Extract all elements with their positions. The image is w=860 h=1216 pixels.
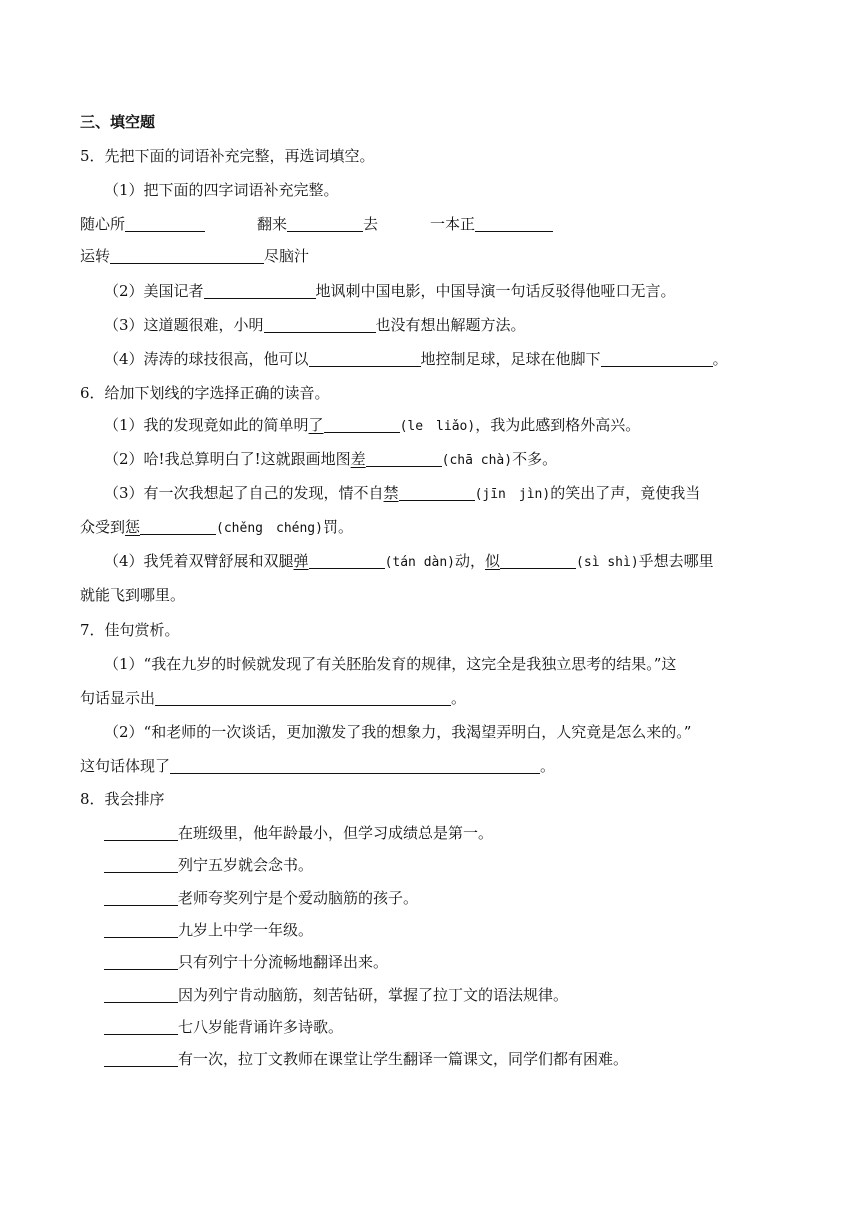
q5-p4-text-c: 。 [712,350,728,368]
q8-order-blank[interactable] [104,1018,178,1035]
q5-word4a: 运转 [80,247,111,265]
q5-blank-p4a[interactable] [309,350,421,367]
q5-word4b: 尽脑汁 [264,247,310,265]
q6-p3-underlined-char-2: 惩 [125,518,141,536]
q5-word3: 一本正 [430,215,476,233]
q5-word2a: 翻来 [257,215,288,233]
q8-sort-item [104,1017,343,1037]
q7-blank-p2[interactable] [170,757,540,774]
q8-sort-item [104,855,313,875]
q5-word1: 随心所 [80,215,126,233]
q6-p3-underlined-char: 禁 [383,484,399,502]
q7-part1-cont [80,688,466,708]
q6-p3-text-c: 众受到 [80,518,126,536]
q6-blank-p2[interactable] [366,450,442,467]
q5-blank-w3[interactable] [475,215,553,232]
q5-blank-w1[interactable] [125,215,205,232]
q5-words-row1 [80,214,553,234]
q8-sort-item-text: 有一次，拉丁文教师在课堂让学生翻译一篇课文，同学们都有困难。 [178,1050,629,1068]
q5-p2-text-a: （2）美国记者 [104,282,204,300]
q5-part3 [104,315,526,335]
q8-sort-item-text: 九岁上中学一年级。 [178,921,314,939]
q8-order-blank[interactable] [104,856,178,873]
q6-blank-p3[interactable] [399,484,475,501]
q6-p3-pinyin-2: (chěng chéng) [216,521,323,536]
q8-sort-item-text: 在班级里，他年龄最小，但学习成绩总是第一。 [178,824,494,842]
q8-order-blank[interactable] [104,824,178,841]
q6-stem: 6．给加下划线的字选择正确的读音。 [80,384,330,402]
q6-p4-underlined-char-2: 似 [485,552,501,570]
q6-p4-pinyin: (tán dàn) [384,555,456,570]
q6-p2-pinyin: (chā chà) [441,453,513,468]
q7-p1-text-b: 句话显示出 [80,689,156,707]
q7-part2: （2）“和老师的一次谈话，更加激发了我的想象力，我渴望弄明白，人究竟是怎么来的。” [104,723,692,741]
q8-order-blank[interactable] [104,953,178,970]
q6-blank-p4a[interactable] [309,552,385,569]
q5-blank-w2[interactable] [287,215,363,232]
q6-p1-underlined-char: 了 [308,416,324,434]
q5-blank-p3[interactable] [264,316,376,333]
q6-part2 [104,449,557,471]
q5-part1: （1）把下面的四字词语补充完整。 [104,181,339,199]
q6-p1-pinyin: (le liǎo) [399,419,476,434]
q5-blank-p4b[interactable] [601,350,713,367]
q6-p4-text-b: 动， [455,552,486,570]
q6-p3-text-d: 罚。 [322,518,353,536]
q8-order-blank[interactable] [104,986,178,1003]
q7-p2-text-b: 这句话体现了 [80,757,171,775]
q6-part3-cont [80,517,353,539]
q6-part4-cont: 就能飞到哪里。 [80,586,186,604]
q6-part4 [104,551,714,573]
section-title: 三、填空题 [80,113,156,131]
q6-p2-text-a: （2）哈!我总算明白了!这就跟画地图 [104,450,351,468]
q8-stem: 8．我会排序 [80,790,165,808]
q8-order-blank[interactable] [104,921,178,938]
q8-sort-item [104,1049,628,1069]
q7-blank-p1[interactable] [155,689,451,706]
q8-sort-item-text: 七八岁能背诵许多诗歌。 [178,1018,344,1036]
q7-p2-text-c: 。 [540,757,556,775]
q5-words-row2 [80,246,309,266]
q5-p2-text-b: 地讽刺中国电影，中国导演一句话反驳得他哑口无言。 [315,282,676,300]
q6-p4-text-c: 乎想去哪里 [638,552,714,570]
q7-p1-text-c: 。 [451,689,467,707]
q6-blank-p1[interactable] [324,416,400,433]
q5-p4-text-a: （4）涛涛的球技很高，他可以 [104,350,309,368]
q6-part1 [104,415,640,437]
q8-sort-item-text: 因为列宁肯动脑筋，刻苦钻研，掌握了拉丁文的语法规律。 [178,986,569,1004]
q6-p3-text-a: （3）有一次我想起了自己的发现，情不自 [104,484,384,502]
q8-sort-item [104,823,493,843]
q8-sort-item [104,985,568,1005]
q7-part1: （1）“我在九岁的时候就发现了有关胚胎发育的规律，这完全是我独立思考的结果。”这 [104,655,677,673]
q6-blank-p4b[interactable] [500,552,576,569]
q5-p4-text-b: 地控制足球，足球在他脚下 [420,350,601,368]
q7-stem: 7．佳句赏析。 [80,621,180,639]
q8-sort-item-text: 老师夸奖列宁是个爱动脑筋的孩子。 [178,889,419,907]
q6-p3-text-b: 的笑出了声，竟使我当 [550,484,701,502]
q5-part4 [104,349,728,369]
q6-p3-pinyin: (jīn jìn) [474,487,551,502]
q5-word2b: 去 [363,215,379,233]
q6-blank-p3b[interactable] [140,518,216,535]
q6-p1-text-b: ，我为此感到格外高兴。 [475,416,641,434]
q8-sort-item-text: 只有列宁十分流畅地翻译出来。 [178,953,389,971]
q8-sort-item [104,920,313,940]
q6-p2-underlined-char: 差 [350,450,366,468]
q6-p1-text-a: （1）我的发现竟如此的简单明 [104,416,309,434]
q5-p3-text-b: 也没有想出解题方法。 [375,316,526,334]
q8-order-blank[interactable] [104,889,178,906]
q8-sort-item [104,952,388,972]
q5-blank-p2[interactable] [204,282,316,299]
q5-p3-text-a: （3）这道题很难，小明 [104,316,264,334]
q5-blank-w4[interactable] [110,247,264,264]
q7-part2-cont [80,756,555,776]
q6-p4-text-a: （4）我凭着双臂舒展和双腿 [104,552,294,570]
q6-part3 [104,483,700,505]
q5-part2 [104,281,676,301]
q8-order-blank[interactable] [104,1050,178,1067]
q5-stem: 5．先把下面的词语补充完整，再选词填空。 [80,147,375,165]
q8-sort-item-text: 列宁五岁就会念书。 [178,856,314,874]
q8-sort-item [104,888,418,908]
q6-p4-pinyin-2: (sì shì) [576,555,639,570]
q6-p2-text-b: 不多。 [512,450,558,468]
q6-p4-underlined-char: 弹 [293,552,309,570]
